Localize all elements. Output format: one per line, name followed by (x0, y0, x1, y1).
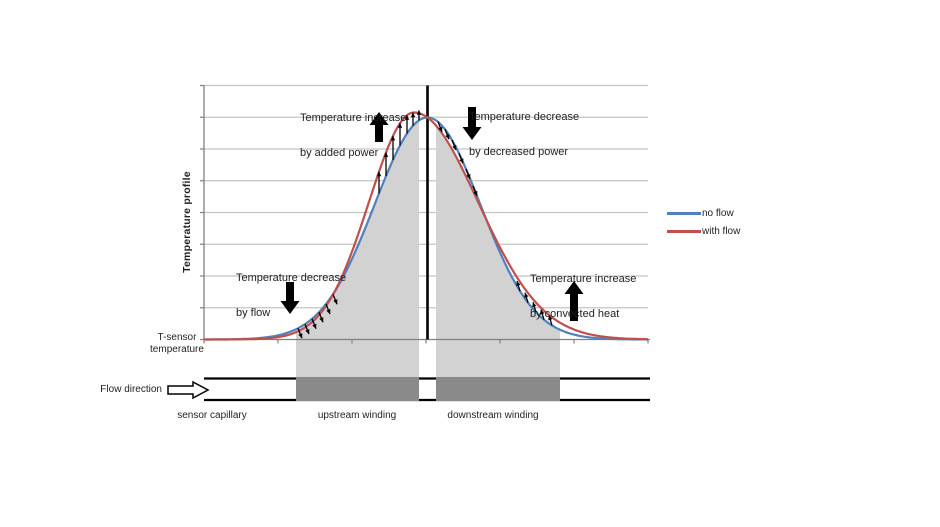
annotation-flow-decrease-line2: by flow (236, 306, 271, 319)
no-flow-line-swatch (667, 212, 701, 215)
legend (667, 204, 740, 240)
upstream-winding-label: upstream winding (317, 410, 397, 421)
t-sensor-temperature-label (145, 332, 209, 355)
upstream-winding-block (296, 377, 419, 401)
annotation-convected-heat-line2: by convected heat (530, 307, 620, 320)
annotation-added-power-line2: by added power (300, 146, 379, 159)
annotation-decreased-power-line2: by decreased power (469, 145, 569, 158)
downstream-winding-block (436, 377, 560, 401)
with-flow-line-swatch (667, 230, 701, 233)
legend-label-no-flow: no flow (702, 207, 734, 219)
annotation-convected-heat (530, 251, 636, 343)
legend-item-no-flow (667, 204, 740, 222)
y-axis-title: Temperature profile (181, 171, 193, 273)
annotation-decreased-power-line1: Temperature decrease (469, 111, 580, 123)
downstream-winding-label: downstream winding (447, 410, 539, 421)
annotation-convected-heat-line1: Temperature increase (530, 273, 637, 285)
annotation-flow-decrease-line1: Temperature decrease (236, 272, 347, 284)
annotation-added-power-line1: Temperature increase (300, 112, 407, 124)
t-sensor-line2: temperature (150, 343, 204, 355)
legend-label-with-flow: with flow (702, 225, 741, 237)
legend-item-with-flow (667, 222, 740, 240)
annotation-flow-decrease (236, 250, 346, 342)
annotation-decreased-power (469, 89, 579, 181)
flow-direction-arrow-icon (168, 382, 208, 398)
t-sensor-line1: T-sensor (157, 332, 197, 343)
flow-direction-label: Flow direction (100, 384, 162, 395)
sensor-capillary-label: sensor capillary (177, 410, 247, 421)
annotation-added-power (300, 90, 406, 182)
